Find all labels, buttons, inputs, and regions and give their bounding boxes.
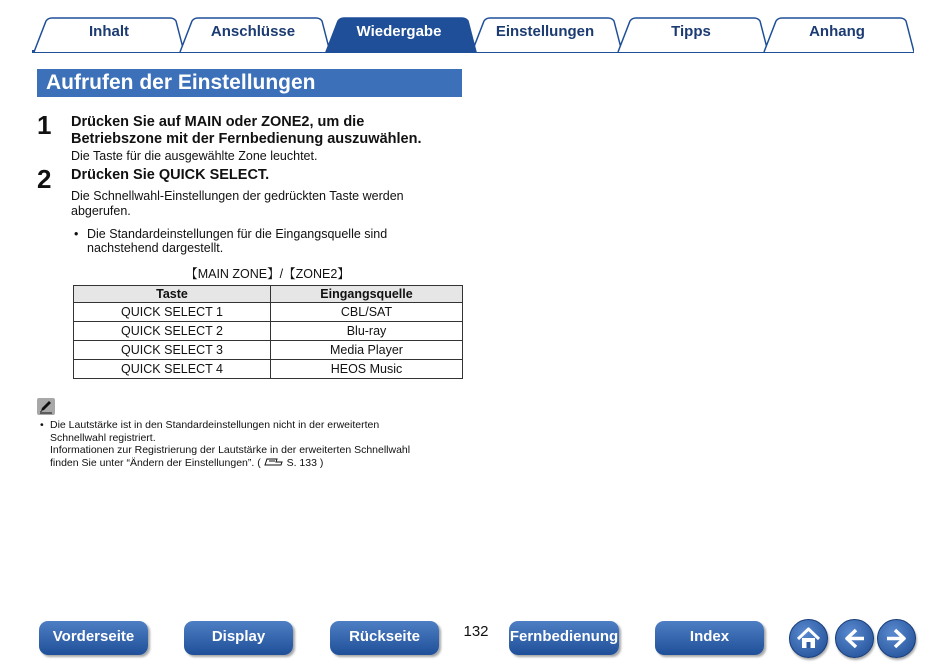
home-button[interactable]: [789, 619, 828, 658]
tab-anschluesse[interactable]: Anschlüsse: [210, 23, 296, 40]
step-2-bullet-line2: nachstehend dargestellt.: [87, 241, 224, 255]
note-line3: Informationen zur Registrierung der Lautstärke in der erweiterten Schnellwahl: [50, 444, 411, 456]
vorderseite-button[interactable]: Vorderseite: [39, 621, 148, 655]
table-cell-taste: QUICK SELECT 4: [74, 360, 271, 379]
table-cell-source: CBL/SAT: [271, 303, 463, 322]
page-title: Aufrufen der Einstellungen: [37, 69, 462, 97]
step-1-number: 1: [37, 110, 52, 140]
display-button[interactable]: Display: [184, 621, 293, 655]
table-row: [74, 322, 463, 341]
note-bullet: •: [40, 419, 44, 431]
bullet-dot: •: [74, 227, 79, 241]
table-header-eingangsquelle: Eingangsquelle: [271, 286, 463, 303]
table-caption: 【MAIN ZONE】/【ZONE2】: [185, 267, 350, 281]
step-2-number: 2: [37, 164, 52, 194]
page-reference-link[interactable]: S. 133: [286, 456, 317, 469]
fernbedienung-button[interactable]: Fernbedienung: [509, 621, 619, 655]
back-arrow-icon: [836, 620, 873, 657]
chapter-tabs: [32, 17, 914, 55]
table-row: [74, 303, 463, 322]
step-2-bullet-line1: Die Standardeinstellungen für die Eingangsquelle sind: [87, 227, 388, 241]
forward-button[interactable]: [877, 619, 916, 658]
pencil-icon: [37, 398, 55, 415]
forward-arrow-icon: [878, 620, 915, 657]
tab-anhang[interactable]: Anhang: [809, 23, 865, 40]
step-1-description: Die Taste für die ausgewählte Zone leuchtet.: [71, 149, 318, 163]
step-2-title: Drücken Sie QUICK SELECT.: [71, 167, 270, 183]
step-2-description-line1: Die Schnellwahl-Einstellungen der gedrückten Taste werden: [71, 189, 404, 203]
rueckseite-button[interactable]: Rückseite: [330, 621, 439, 655]
page-number: 132: [463, 623, 489, 640]
note-line4-prefix: finden Sie unter “Ändern der Einstellungen”. (: [50, 456, 261, 469]
tab-tipps[interactable]: Tipps: [671, 23, 711, 40]
table-cell-taste: QUICK SELECT 1: [74, 303, 271, 322]
step-1-title-line1: Drücken Sie auf MAIN oder ZONE2, um die: [71, 114, 365, 130]
note-line4: [50, 457, 470, 470]
tab-inhalt[interactable]: Inhalt: [89, 23, 129, 40]
home-icon: [790, 620, 827, 657]
note-line2: Schnellwahl registriert.: [50, 431, 156, 444]
note-line4-suffix: ): [319, 456, 324, 469]
table-header-row: [74, 286, 463, 303]
reference-icon: [264, 457, 287, 469]
tab-einstellungen[interactable]: Einstellungen: [495, 23, 595, 40]
table-row: [74, 360, 463, 379]
table-row: [74, 341, 463, 360]
table-header-taste: Taste: [74, 286, 271, 303]
quick-select-table: [73, 285, 463, 379]
back-button[interactable]: [835, 619, 874, 658]
table-cell-source: Media Player: [271, 341, 463, 360]
table-cell-taste: QUICK SELECT 3: [74, 341, 271, 360]
index-button[interactable]: Index: [655, 621, 764, 655]
table-cell-taste: QUICK SELECT 2: [74, 322, 271, 341]
note-line1: Die Lautstärke ist in den Standardeinstellungen nicht in der erweiterten: [50, 419, 380, 431]
table-cell-source: Blu-ray: [271, 322, 463, 341]
table-cell-source: HEOS Music: [271, 360, 463, 379]
step-2-description-line2: abgerufen.: [71, 204, 131, 218]
step-1-title-line2: Betriebszone mit der Fernbedienung auszuwählen.: [71, 131, 422, 147]
tab-wiedergabe[interactable]: Wiedergabe: [356, 23, 442, 40]
